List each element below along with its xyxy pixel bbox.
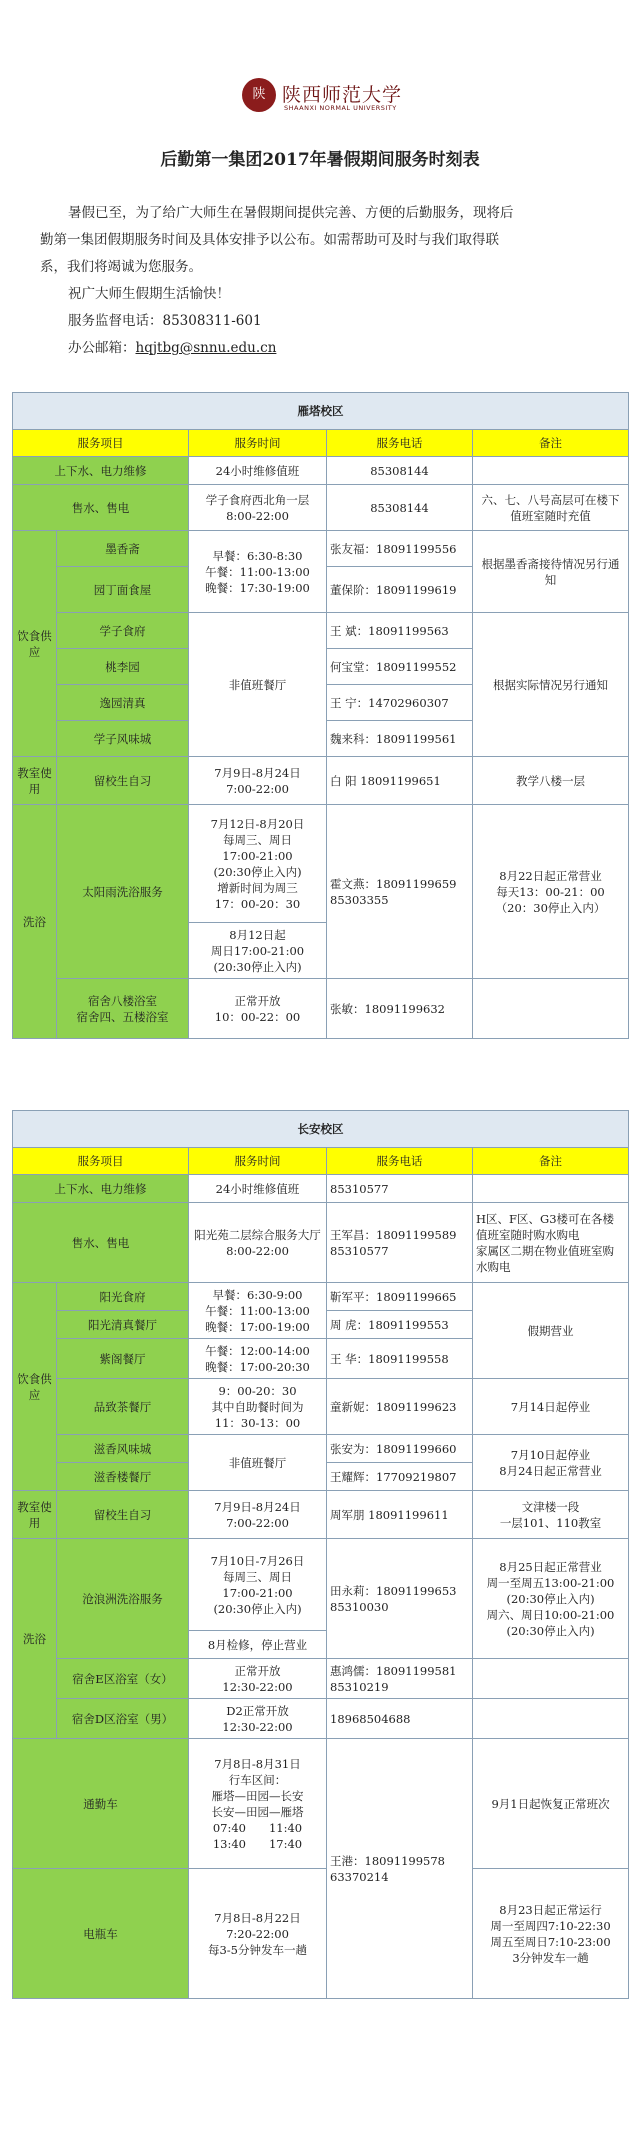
service-item: 逸园清真 <box>57 685 189 721</box>
service-phone: 张敏：18091199632 <box>327 979 473 1039</box>
service-item: 宿舍八楼浴室 宿舍四、五楼浴室 <box>57 979 189 1039</box>
service-item: 学子食府 <box>57 613 189 649</box>
service-phone: 白 阳 18091199651 <box>327 757 473 805</box>
yanta-schedule-table <box>12 392 629 1039</box>
category-bath: 洗浴 <box>13 805 57 1039</box>
table-row <box>13 485 629 531</box>
service-phone: 惠鸿儒：18091199581 85310219 <box>327 1659 473 1699</box>
column-header-item: 服务项目 <box>13 430 189 457</box>
table-row <box>13 805 629 923</box>
service-phone: 靳军平：18091199665 <box>327 1283 473 1311</box>
service-phone: 张安为：18091199660 <box>327 1435 473 1463</box>
service-item: 留校生自习 <box>57 757 189 805</box>
service-phone: 王 斌：18091199563 <box>327 613 473 649</box>
service-item: 电瓶车 <box>13 1869 189 1999</box>
office-email-label: 办公邮箱： <box>68 340 136 356</box>
table-row <box>13 1283 629 1311</box>
service-item: 紫阁餐厅 <box>57 1339 189 1379</box>
service-note: H区、F区、G3楼可在各楼值班室随时购水购电 家属区二期在物业值班室购水购电 <box>473 1203 629 1283</box>
service-time: 午餐：12:00-14:00 晚餐：17:00-20:30 <box>189 1339 327 1379</box>
table-row <box>13 1491 629 1539</box>
service-item: 墨香斋 <box>57 531 189 567</box>
category-food: 饮食供应 <box>13 531 57 757</box>
service-note <box>473 979 629 1039</box>
service-time: 9：00-20：30 其中自助餐时间为 11：30-13：00 <box>189 1379 327 1435</box>
table-row <box>13 1175 629 1203</box>
service-phone: 王 宁：14702960307 <box>327 685 473 721</box>
column-header-phone: 服务电话 <box>327 430 473 457</box>
service-note: 根据墨香斋接待情况另行通知 <box>473 531 629 613</box>
service-note: 8月25日起正常营业 周一至周五13:00-21:00 (20:30停止入内) 周六、周日10:00-21:00 (20:30停止入内) <box>473 1539 629 1659</box>
service-item: 阳光清真餐厅 <box>57 1311 189 1339</box>
category-food: 饮食供应 <box>13 1283 57 1491</box>
column-header-note: 备注 <box>473 430 629 457</box>
service-item: 阳光食府 <box>57 1283 189 1311</box>
table-row <box>13 1739 629 1869</box>
table-row <box>13 613 629 649</box>
intro-line-3: 系，我们将竭诚为您服务。 <box>40 259 202 275</box>
service-phone: 周 虎：18091199553 <box>327 1311 473 1339</box>
service-time: 7月9日-8月24日 7:00-22:00 <box>189 757 327 805</box>
service-time: 阳光苑二层综合服务大厅 8:00-22:00 <box>189 1203 327 1283</box>
service-note: 根据实际情况另行通知 <box>473 613 629 757</box>
table-row <box>13 1659 629 1699</box>
service-item: 滋香楼餐厅 <box>57 1463 189 1491</box>
greeting: 祝广大师生假期生活愉快！ <box>68 286 230 302</box>
service-time: 7月9日-8月24日 7:00-22:00 <box>189 1491 327 1539</box>
category-classroom: 教室使用 <box>13 757 57 805</box>
service-time: 早餐：6:30-9:00 午餐：11:00-13:00 晚餐：17:00-19:00 <box>189 1283 327 1339</box>
service-item: 品致茶餐厅 <box>57 1379 189 1435</box>
service-note: 文津楼一段 一层101、110教室 <box>473 1491 629 1539</box>
service-phone: 田永莉：18091199653 85310030 <box>327 1539 473 1659</box>
service-phone: 霍文燕：18091199659 85303355 <box>327 805 473 979</box>
service-time: 早餐：6:30-8:30 午餐：11:00-13:00 晚餐：17:30-19:00 <box>189 531 327 613</box>
column-header-note: 备注 <box>473 1148 629 1175</box>
service-note <box>473 1699 629 1739</box>
column-header-time: 服务时间 <box>189 1148 327 1175</box>
service-note: 假期营业 <box>473 1283 629 1379</box>
category-bath: 洗浴 <box>13 1539 57 1739</box>
campus-title-yanta: 雁塔校区 <box>13 393 629 430</box>
service-time: D2正常开放 12:30-22:00 <box>189 1699 327 1739</box>
service-item: 通勤车 <box>13 1739 189 1869</box>
table-row <box>13 457 629 485</box>
service-time: 正常开放 10：00-22：00 <box>189 979 327 1039</box>
service-item: 太阳雨洗浴服务 <box>57 805 189 979</box>
service-item: 上下水、电力维修 <box>13 1175 189 1203</box>
table-row <box>13 1435 629 1463</box>
table-row <box>13 757 629 805</box>
service-phone: 王港：18091199578 63370214 <box>327 1739 473 1999</box>
table-row <box>13 1699 629 1739</box>
service-time: 7月12日-8月20日 每周三、周日 17:00-21:00 (20:30停止入内) 增新时间为周三 17：00-20：30 <box>189 805 327 923</box>
service-time: 非值班餐厅 <box>189 613 327 757</box>
table-row <box>13 531 629 567</box>
category-classroom: 教室使用 <box>13 1491 57 1539</box>
service-phone: 何宝堂：18091199552 <box>327 649 473 685</box>
table-header <box>13 1148 629 1175</box>
intro-line-2: 勤第一集团假期服务时间及具体安排予以公布。如需帮助可及时与我们取得联 <box>40 232 499 248</box>
page-title: 后勤第一集团2017年暑假期间服务时刻表 <box>160 150 480 170</box>
service-phone: 王军昌：18091199589 85310577 <box>327 1203 473 1283</box>
service-phone: 18968504688 <box>327 1699 473 1739</box>
table-row <box>13 1539 629 1631</box>
service-time: 24小时维修值班 <box>189 1175 327 1203</box>
column-header-item: 服务项目 <box>13 1148 189 1175</box>
service-time: 学子食府西北角一层8:00-22:00 <box>189 485 327 531</box>
column-header-phone: 服务电话 <box>327 1148 473 1175</box>
intro-text <box>40 200 610 362</box>
service-time: 24小时维修值班 <box>189 457 327 485</box>
office-email-link[interactable]: hqjtbg@snnu.edu.cn <box>135 340 277 356</box>
service-phone: 董保阶：18091199619 <box>327 567 473 613</box>
service-item: 园丁面食屋 <box>57 567 189 613</box>
table-header <box>13 430 629 457</box>
service-note: 7月10日起停业 8月24日起正常营业 <box>473 1435 629 1491</box>
service-time: 非值班餐厅 <box>189 1435 327 1491</box>
service-phone: 王耀辉：17709219807 <box>327 1463 473 1491</box>
service-note: 9月1日起恢复正常班次 <box>473 1739 629 1869</box>
university-logo-english: SHAANXI NORMAL UNIVERSITY <box>284 104 397 112</box>
service-phone: 童新妮：18091199623 <box>327 1379 473 1435</box>
changan-schedule-table <box>12 1110 629 1999</box>
service-note: 8月22日起正常营业 每天13：00-21：00 （20：30停止入内） <box>473 805 629 979</box>
service-item: 留校生自习 <box>57 1491 189 1539</box>
service-note <box>473 457 629 485</box>
office-email <box>40 335 610 362</box>
service-item: 滋香风味城 <box>57 1435 189 1463</box>
page-header <box>0 0 640 145</box>
service-time: 8月检修，停止营业 <box>189 1631 327 1659</box>
service-time: 正常开放 12:30-22:00 <box>189 1659 327 1699</box>
service-phone: 王 华：18091199558 <box>327 1339 473 1379</box>
university-seal-icon: 陕 <box>242 78 276 112</box>
service-phone: 魏来科：18091199561 <box>327 721 473 757</box>
column-header-time: 服务时间 <box>189 430 327 457</box>
service-item: 宿舍E区浴室（女） <box>57 1659 189 1699</box>
service-phone: 85310577 <box>327 1175 473 1203</box>
service-note <box>473 1175 629 1203</box>
service-time: 8月12日起 周日17:00-21:00 (20:30停止入内) <box>189 923 327 979</box>
table-row <box>13 979 629 1039</box>
supervision-phone: 服务监督电话：85308311-601 <box>68 313 262 329</box>
service-item: 售水、售电 <box>13 485 189 531</box>
service-phone: 周军朋 18091199611 <box>327 1491 473 1539</box>
table-row <box>13 1379 629 1435</box>
service-item: 售水、售电 <box>13 1203 189 1283</box>
service-time: 7月8日-8月31日 行车区间： 雁塔—田园—长安 长安—田园—雁塔 07:40 11:40 13:40 17:40 <box>189 1739 327 1869</box>
service-phone: 85308144 <box>327 485 473 531</box>
intro-line-1: 暑假已至，为了给广大师生在暑假期间提供完善、方便的后勤服务，现将后 <box>68 205 514 221</box>
service-item: 沧浪洲洗浴服务 <box>57 1539 189 1659</box>
service-phone: 张友福：18091199556 <box>327 531 473 567</box>
table-row <box>13 1869 629 1999</box>
service-time: 7月8日-8月22日 7:20-22:00 每3-5分钟发车一趟 <box>189 1869 327 1999</box>
service-note: 教学八楼一层 <box>473 757 629 805</box>
service-note: 8月23日起正常运行 周一至周四7:10-22:30 周五至周日7:10-23:00 3分钟发车一趟 <box>473 1869 629 1999</box>
campus-title-changan: 长安校区 <box>13 1111 629 1148</box>
service-time: 7月10日-7月26日 每周三、周日 17:00-21:00 (20:30停止入内) <box>189 1539 327 1631</box>
service-item: 宿舍D区浴室（男） <box>57 1699 189 1739</box>
service-item: 上下水、电力维修 <box>13 457 189 485</box>
service-note: 7月14日起停业 <box>473 1379 629 1435</box>
service-note <box>473 1659 629 1699</box>
university-logo-text: 陕西师范大学 <box>282 84 403 106</box>
service-phone: 85308144 <box>327 457 473 485</box>
service-item: 学子风味城 <box>57 721 189 757</box>
table-row <box>13 1203 629 1283</box>
service-item: 桃李园 <box>57 649 189 685</box>
service-note: 六、七、八号高层可在楼下值班室随时充值 <box>473 485 629 531</box>
